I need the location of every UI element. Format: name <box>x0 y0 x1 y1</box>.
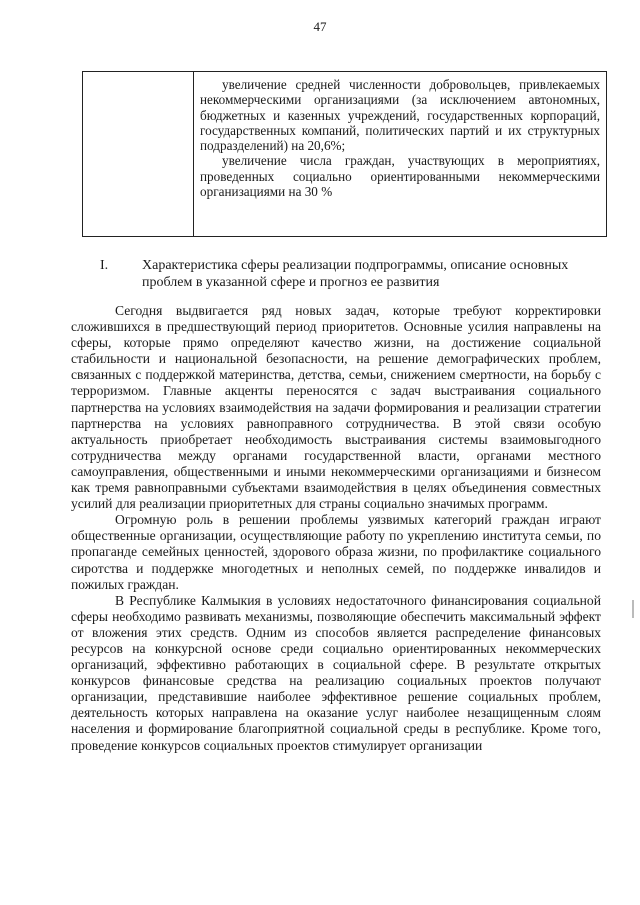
table-column-divider <box>193 72 194 236</box>
goal-item-participants: увеличение числа граждан, участвующих в мероприятиях, проведенных социально ориентированными некоммерческими организациями на 30 % <box>200 153 600 200</box>
body-text <box>71 303 601 754</box>
page-number: 47 <box>313 19 327 34</box>
table-cell-goals <box>200 77 600 199</box>
goals-table <box>82 71 607 237</box>
paragraph-kalmykia-funding: В Республике Калмыкия в условиях недостаточного финансирования социальной сферы необходимо развивать механизмы, позволяющие обеспечить максимальный эффект от вложения этих средств. Одним из способов является распределение финансовых ресурсов на конкурсной основе среди социально ориентированных некоммерческих организаций, эффективно работающих в социальной сфере. В результате открытых конкурсов финансовые средства на реализацию социальных проектов получают организации, представившие наиболее эффективное решение социальных проблем, деятельность которых направлена на оказание услуг наиболее незащищенным слоям населения и формирование благоприятной социальной среды в республике. Кроме того, проведение конкурсов социальных проектов стимулирует организации <box>71 592 601 753</box>
paragraph-public-organizations: Огромную роль в решении проблемы уязвимых категорий граждан играют общественные организации, осуществляющие работу по укреплению института семьи, по пропаганде семейных ценностей, здорового образа жизни, по профилактике социального сиротства и поддержке многодетных и неполных семей, по поддержке инвалидов и пожилых граждан. <box>71 512 601 592</box>
scan-artifact <box>632 600 634 618</box>
section-title: Характеристика сферы реализации подпрограммы, описание основных проблем в указанной сфере и прогноз ее развития <box>142 258 569 290</box>
section-number: I. <box>100 258 109 273</box>
goal-item-volunteers: увеличение средней численности добровольцев, привлекаемых некоммерческими организациями (за исключением автономных, бюджетных и казенных учреждений, государственных корпораций, государственных компаний, политических партий и их структурных подразделений) на 20,6%; <box>200 77 600 154</box>
paragraph-priorities: Сегодня выдвигается ряд новых задач, которые требуют корректировки сложившихся в предшествующий период приоритетов. Основные усилия направлены на сферы, которые прямо определяют качество жизни, на достижение социальной стабильности и национальной безопасности, на решение демографических проблем, связанных с поддержкой материнства, детства, семьи, снижением смертности, на борьбу с терроризмом. Главные акценты переносятся с задач выстраивания социального партнерства на условиях взаимодействия на задачи формирования и реализации стратегии партнерства на условиях равноправного сотрудничества. В этой связи особую актуальность приобретает необходимость выстраивания системы взаимовыгодного сотрудничества между органами государственной власти, органами местного самоуправления, общественными и иными некоммерческими организациями и бизнесом как тремя равноправными субъектами взаимодействия в целях объединения совместных усилий для реализации приоритетных для страны социально значимых программ. <box>71 303 601 512</box>
